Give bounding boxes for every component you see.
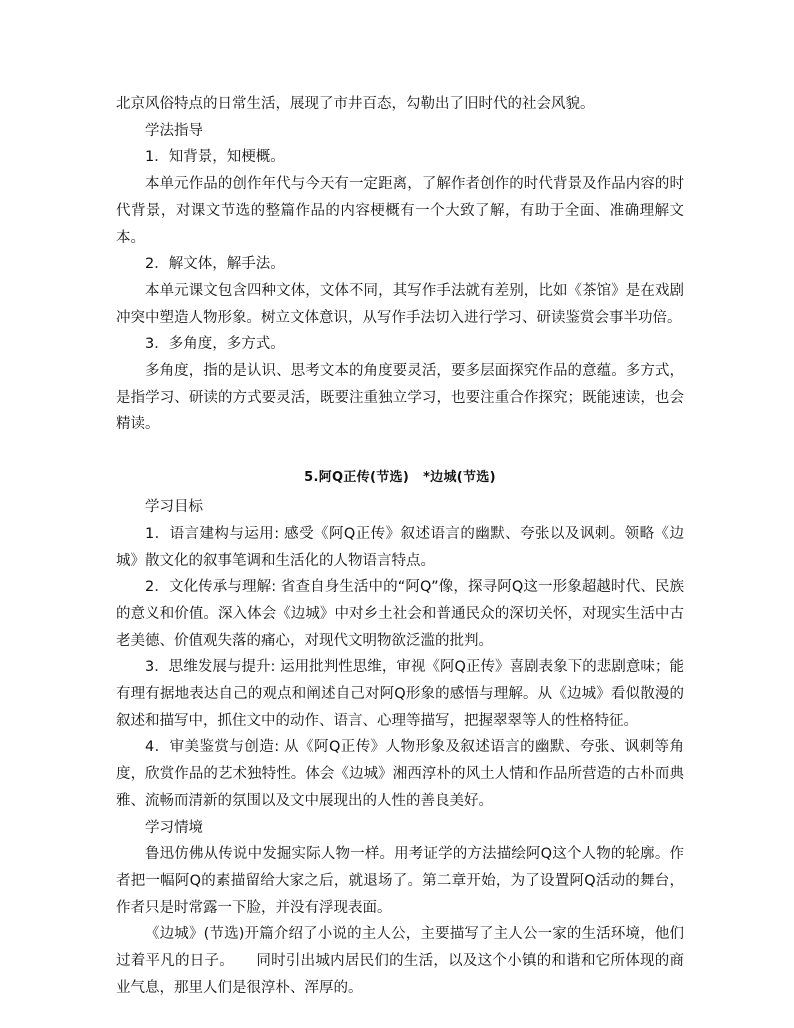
method-paragraph-1: 本单元作品的创作年代与今天有一定距离，了解作者创作的时代背景及作品内容的时代背景，对课文节选的整篇作品的内容梗概有一个大致了解，有助于全面、准确理解文本。 — [116, 176, 684, 246]
method-paragraph-3: 多角度，指的是认识、思考文本的角度要灵活，要多层面探究作品的意蕴。多方式，是指学习、研读的方式要灵活，既要注重独立学习，也要注重合作探究；既能速读，也会精读。 — [116, 363, 684, 433]
situation-paragraph-2-part-1: 《边城》(节选)开篇介绍了小说的主人公，主要描写了主人公一家的生活环境，他们过着平凡的日子。 — [116, 926, 684, 970]
situation-paragraph-2-part-2: 同时引出城内居民们的生活，以及这个小镇的和谐和它所体现的商业气息，那里人们是很淳朴、浑厚的。 — [116, 953, 685, 996]
document-body — [116, 91, 684, 1002]
method-paragraph-2: 本单元课文包含四种文体，文体不同，其写作手法就有差别，比如《茶馆》是在戏剧冲突中塑造人物形象。树立文体意识，从写作手法切入进行学习、研读鉴赏会事半功倍。 — [116, 282, 684, 326]
goal-4: 4．审美鉴赏与创造: 从《阿Q正传》人物形象及叙述语言的幽默、夸张、讽刺等角度，欣赏作品的艺术独特性。体会《边城》湘西淳朴的风土人情和作品所营造的古朴而典雅、流畅而清新的氛围以及文中展现出的人性的善良美好。 — [116, 739, 684, 809]
goal-2: 2．文化传承与理解: 省查自身生活中的“阿Q”像，探寻阿Q这一形象超越时代、民族的意义和价值。深入体会《边城》中对乡土社会和普通民众的深切关怀，对现实生活中古老美德、价值观失落的痛心，对现代文明物欲泛滥的批判。 — [116, 579, 684, 649]
goal-3: 3．思维发展与提升: 运用批判性思维，审视《阿Q正传》喜剧表象下的悲剧意味；能有理有据地表达自己的观点和阐述自己对阿Q形象的感悟与理解。从《边城》看似散漫的叙述和描写中，抓住文中的动作、语言、心理等描写，把握翠翠等人的性格特征。 — [116, 659, 684, 729]
heading-study-method: 学法指导 — [145, 122, 203, 139]
paragraph-continuation: 北京风俗特点的日常生活，展现了市井百态，勾勒出了旧时代的社会风貌。 — [116, 96, 595, 112]
situation-paragraph-1: 鲁迅仿佛从传说中发掘实际人物一样。用考证学的方法描绘阿Q这个人物的轮廓。作者把一幅阿Q的素描留给大家之后，就退场了。第二章开始，为了设置阿Q活动的舞台，作者只是时常露一下脸，并没有浮现表面。 — [116, 846, 684, 916]
method-item-1: 1．知背景，知梗概。 — [145, 149, 285, 166]
method-item-3: 3．多角度，多方式。 — [145, 336, 285, 353]
heading-learning-situation: 学习情境 — [145, 819, 203, 836]
lesson-title-main: 5.阿Q正传(节选) — [304, 470, 410, 486]
method-item-2: 2．解文体，解手法。 — [145, 256, 285, 273]
heading-learning-goals: 学习目标 — [145, 499, 203, 516]
lesson-title-secondary: *边城(节选) — [423, 470, 496, 486]
situation-paragraph-2 — [116, 921, 684, 1001]
lesson-title — [116, 465, 684, 491]
goal-1: 1．语言建构与运用: 感受《阿Q正传》叙述语言的幽默、夸张以及讽刺。领略《边城》散文化的叙事笔调和生活化的人物语言特点。 — [116, 525, 684, 569]
